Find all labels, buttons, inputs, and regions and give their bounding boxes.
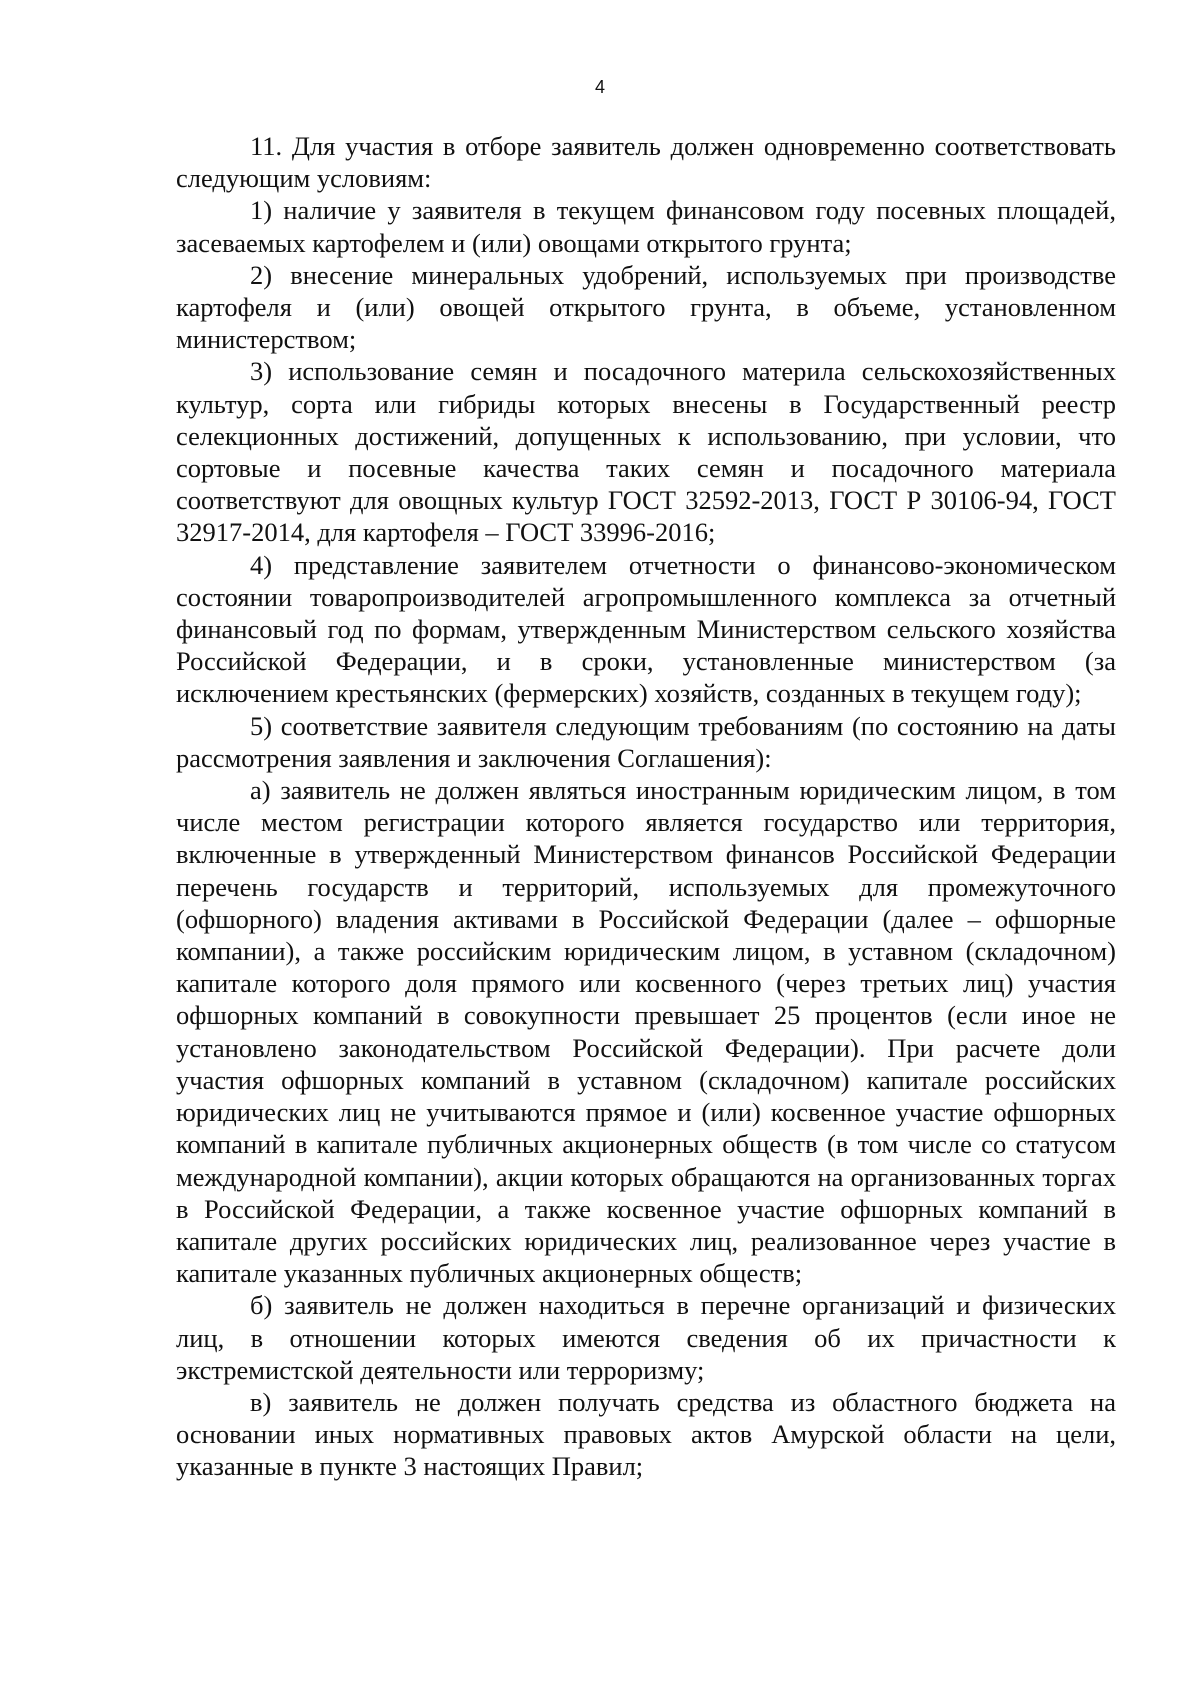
paragraph-requirement-a: а) заявитель не должен являться иностранным юридическим лицом, в том числе местом регистрации которого является государство или территория, включенные в утвержденный Министерством финансов Российской Федерации перечень государств и территорий, используемых для промежуточного (офшорного) владения активами в Российской Федерации (далее – офшорные компании), а также российским юридическим лицом, в уставном (складочном) капитале которого доля прямого или косвенного (через третьих лиц) участия офшорных компаний в совокупности превышает 25 процентов (если иное не установлено законодательством Российской Федерации). При расчете доли участия офшорных компаний в уставном (складочном) капитале российских юридических лиц не учитываются прямое и (или) косвенное участие офшорных компаний в капитале публичных акционерных обществ (в том числе со статусом международной компании), акции которых обращаются на организованных торгах в Российской Федерации, а также косвенное участие офшорных компаний в капитале других российских юридических лиц, реализованное через участие в капитале указанных публичных акционерных обществ;	[176, 775, 1116, 1289]
document-body	[176, 130, 1116, 1483]
paragraph-condition-5: 5) соответствие заявителя следующим требованиям (по состоянию на даты рассмотрения заявления и заключения Соглашения):	[176, 710, 1116, 773]
page-number: 4	[594, 77, 605, 97]
paragraph-11-intro: 11. Для участия в отборе заявитель должен одновременно соответствовать следующим условиям:	[176, 131, 1116, 194]
paragraph-requirement-b: б) заявитель не должен находиться в перечне организаций и физических лиц, в отношении которых имеются сведения об их причастности к экстремистской деятельности или терроризму;	[176, 1290, 1116, 1385]
paragraph-condition-1: 1) наличие у заявителя в текущем финансовом году посевных площадей, засеваемых картофелем и (или) овощами открытого грунта;	[176, 195, 1116, 258]
paragraph-condition-2: 2) внесение минеральных удобрений, используемых при производстве картофеля и (или) овощей открытого грунта, в объеме, установленном министерством;	[176, 259, 1116, 355]
paragraph-requirement-v: в) заявитель не должен получать средства из областного бюджета на основании иных нормативных правовых актов Амурской области на цели, указанные в пункте 3 настоящих Правил;	[176, 1386, 1116, 1482]
paragraph-condition-4: 4) представление заявителем отчетности о финансово-экономическом состоянии товаропроизводителей агропромышленного комплекса за отчетный финансовый год по формам, утвержденным Министерством сельского хозяйства Российской Федерации, и в сроки, установленные министерством (за исключением крестьянских (фермерских) хозяйств, созданных в текущем году);	[176, 549, 1116, 709]
paragraph-condition-3: 3) использование семян и посадочного материла сельскохозяйственных культур, сорта или гибриды которых внесены в Государственный реестр селекционных достижений, допущенных к использованию, при условии, что сортовые и посевные качества таких семян и посадочного материала соответствуют для овощных культур ГОСТ 32592-2013, ГОСТ Р 30106-94, ГОСТ 32917-2014, для картофеля – ГОСТ 33996-2016;	[176, 356, 1116, 548]
